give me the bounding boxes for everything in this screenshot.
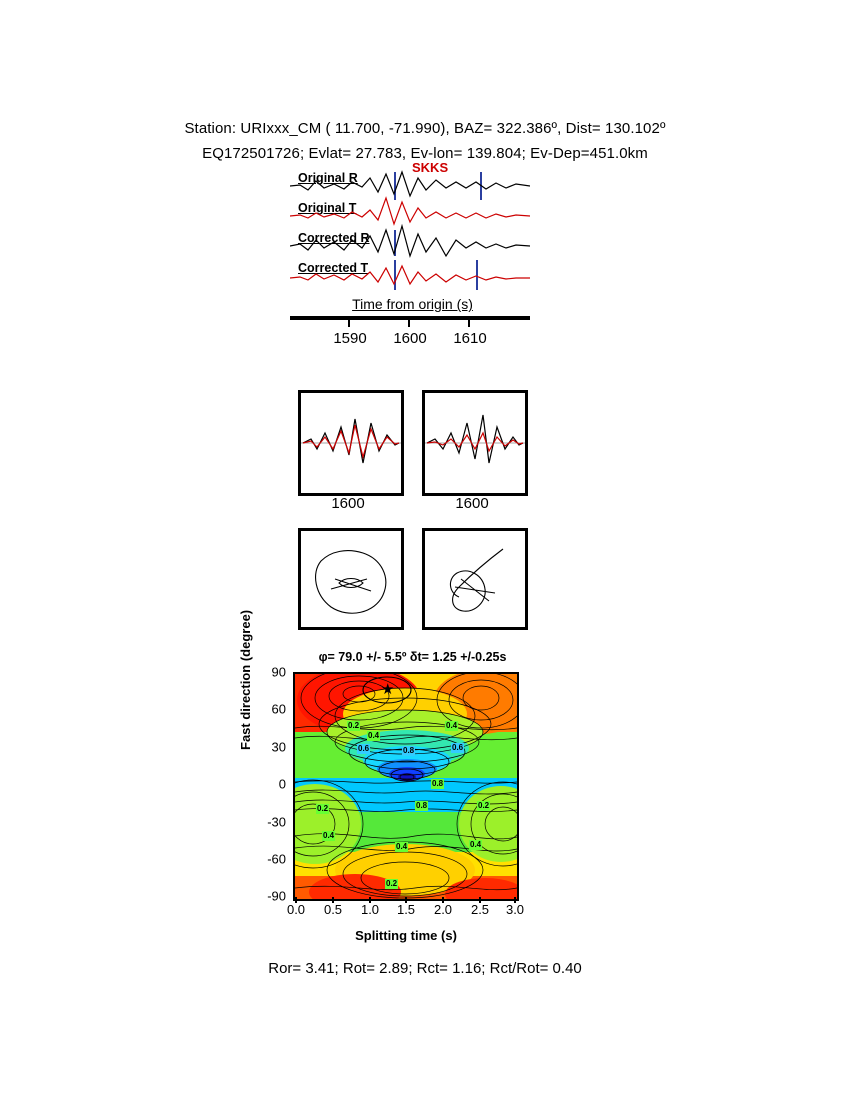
contour-ylabel: Fast direction (degree) <box>238 609 253 750</box>
particle-motion-original <box>298 528 404 630</box>
contour-label-10: 0.4 <box>323 831 335 840</box>
ytick-0: 0 <box>278 776 286 792</box>
waveform-box-right <box>422 390 528 496</box>
particle-motion-corrected <box>422 528 528 630</box>
station-header-line1: Station: URIxxx_CM ( 11.700, -71.990), BAZ= 322.386º, Dist= 130.102º <box>184 120 666 137</box>
trace-label-corrected-t: Corrected T <box>298 261 369 275</box>
station-header-line2: EQ172501726; Evlat= 27.783, Ev-lon= 139.804; Ev-Dep=451.0km <box>202 145 648 162</box>
contour-label-2: 0.4 <box>446 721 458 730</box>
xtick-1: 0.5 <box>323 902 343 917</box>
xtick-0: 0.0 <box>286 902 306 917</box>
trace-label-original-r: Original R <box>298 171 358 185</box>
ytick-60: 60 <box>271 701 286 717</box>
contour-label-0: 0.2 <box>348 721 360 730</box>
phase-label-skks: SKKS <box>412 160 449 175</box>
contour-label-13: 0.2 <box>386 879 398 888</box>
seismogram-panel <box>290 160 530 298</box>
contour-plot <box>293 672 519 901</box>
time-axis-line <box>290 316 530 320</box>
time-tick-1600: 1600 <box>393 330 427 347</box>
waveform-box-right-label: 1600 <box>455 495 489 512</box>
ytick-30: 30 <box>271 739 286 755</box>
contour-label-7: 0.8 <box>416 801 428 810</box>
best-fit-star-marker: ★ <box>381 681 395 698</box>
contour-label-11: 0.4 <box>396 842 408 851</box>
contour-label-12: 0.4 <box>470 840 482 849</box>
contour-label-8: 0.2 <box>478 801 490 810</box>
xtick-4: 2.0 <box>433 902 453 917</box>
contour-title: φ= 79.0 +/- 5.5º δt= 1.25 +/-0.25s <box>318 650 507 664</box>
xtick-3: 1.5 <box>396 902 416 917</box>
time-axis <box>290 296 535 360</box>
contour-label-4: 0.8 <box>403 746 415 755</box>
contour-label-9: 0.2 <box>317 804 329 813</box>
contour-label-1: 0.4 <box>368 731 380 740</box>
ytick-m30: -30 <box>267 814 286 830</box>
waveform-box-left <box>298 390 404 496</box>
contour-label-5: 0.6 <box>452 743 464 752</box>
contour-panel <box>238 609 590 943</box>
time-tick-1610: 1610 <box>453 330 487 347</box>
xtick-6: 3.0 <box>505 902 525 917</box>
trace-label-corrected-r: Corrected R <box>298 231 370 245</box>
ytick-90: 90 <box>271 664 286 680</box>
contour-label-3: 0.6 <box>358 744 370 753</box>
ytick-m60: -60 <box>267 851 286 867</box>
contour-label-6: 0.8 <box>432 779 444 788</box>
time-axis-title: Time from origin (s) <box>352 296 473 312</box>
xtick-5: 2.5 <box>470 902 490 917</box>
trace-label-original-t: Original T <box>298 201 357 215</box>
contour-xlabel: Splitting time (s) <box>355 928 457 943</box>
time-tick-1590: 1590 <box>333 330 367 347</box>
xtick-2: 1.0 <box>360 902 380 917</box>
ytick-m90: -90 <box>267 888 286 904</box>
quality-metrics-footer: Ror= 3.41; Rot= 2.89; Rct= 1.16; Rct/Rot= 0.40 <box>268 960 582 977</box>
waveform-box-left-label: 1600 <box>331 495 365 512</box>
